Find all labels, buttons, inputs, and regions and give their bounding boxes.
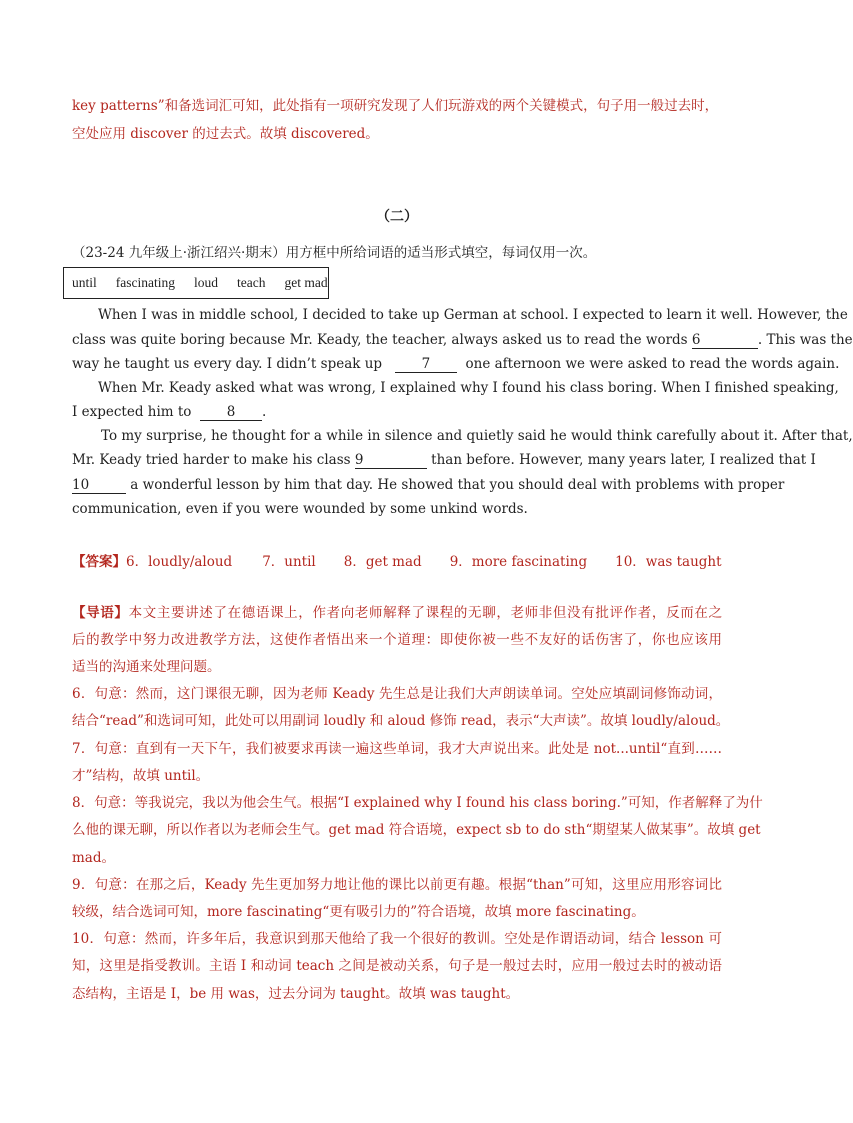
- note-6-line-1: 6．句意：然而，这门课很无聊，因为老师 Keady 先生总是让我们大声朗读单词。空处应填副词修饰动词，: [72, 686, 722, 702]
- guide-line-3: 适当的沟通来处理问题。: [72, 659, 221, 675]
- exercise-instruction: （23-24 九年级上·浙江绍兴·期末）用方框中所给词语的适当形式填空，每词仅用一次。: [72, 245, 597, 261]
- note-9-line-2: 较级，结合选词可知，more fascinating“更有吸引力的”符合语境，故填 more fascinating。: [72, 904, 645, 920]
- note-7-line-1: 7．句意：直到有一天下午，我们被要求再读一遍这些单词，我才大声说出来。此处是 not...until“直到……: [72, 741, 722, 757]
- answer-item: 9．more fascinating: [449, 554, 588, 570]
- answer-label: 【答案】: [72, 554, 126, 570]
- note-6-line-2: 结合“read”和选词可知，此处可以用副词 loudly 和 aloud 修饰 read，表示“大声读”。故填 loudly/aloud。: [72, 713, 730, 729]
- passage-p3-line-2: [72, 452, 816, 469]
- passage-p2-line-2: [72, 404, 722, 421]
- note-8-line-3: mad。: [72, 850, 115, 866]
- passage-text: one afternoon we were asked to read the words again.: [465, 356, 840, 372]
- word-bank-item: until: [72, 275, 97, 290]
- word-bank-box: [63, 267, 329, 299]
- note-10-line-2: 知，这里是指受教训。主语 I 和动词 teach 之间是被动关系，句子是一般过去时，应用一般过去时的被动语: [72, 958, 722, 974]
- passage-p2-line-1: When Mr. Keady asked what was wrong, I explained why I found his class boring. When I finished speaking,: [98, 380, 839, 396]
- word-bank-item: loud: [194, 275, 219, 290]
- passage-p1-line-3: [72, 356, 840, 373]
- guide-line-2: 后的教学中努力改进教学方法，这使作者悟出来一个道理：即使你被一些不友好的话伤害了，你也应该用: [72, 632, 722, 648]
- blank-6: 6: [692, 332, 758, 349]
- top-explanation-line-2: 空处应用 discover 的过去式。故填 discovered。: [72, 126, 379, 142]
- blank-8: 8: [200, 404, 262, 421]
- answer-line: [72, 550, 722, 570]
- passage-p1-line-1: When I was in middle school, I decided to take up German at school. I expected to learn it well. However, the: [98, 307, 848, 323]
- note-9-line-1: 9．句意：在那之后，Keady 先生更加努力地让他的课比以前更有趣。根据“than”可知，这里应用形容词比: [72, 877, 722, 893]
- answer-item: 7．until: [262, 554, 316, 570]
- word-bank-item: teach: [237, 275, 266, 290]
- answer-item: 8．get mad: [343, 554, 422, 570]
- note-8-line-2: 么他的课无聊，所以作者以为老师会生气。get mad 符合语境，expect sb to do sth“期望某人做某事”。故填 get: [72, 822, 761, 838]
- passage-p3-line-1: To my surprise, he thought for a while in silence and quietly said he would think carefully about it. After that,: [101, 428, 853, 444]
- answer-item: 10．was taught: [615, 554, 722, 570]
- passage-p1-line-2: [72, 332, 853, 349]
- passage-text: . This was the: [757, 332, 853, 348]
- section-title: （二）: [376, 209, 418, 225]
- blank-10: 10: [72, 477, 126, 494]
- passage-text: .: [262, 404, 267, 420]
- passage-text: I expected him to: [72, 404, 192, 420]
- passage-p3-line-4: communication, even if you were wounded by some unkind words.: [72, 501, 528, 517]
- word-bank-item: get mad: [284, 275, 328, 290]
- note-8-line-1: 8．句意：等我说完，我以为他会生气。根据“I explained why I found his class boring.”可知，作者解释了为什: [72, 795, 763, 811]
- passage-text: way he taught us every day. I didn’t speak up: [72, 356, 383, 372]
- note-10-line-3: 态结构，主语是 I，be 用 was，过去分词为 taught。故填 was taught。: [72, 986, 520, 1002]
- blank-7: 7: [395, 356, 457, 373]
- top-explanation-line-1: key patterns”和备选词汇可知，此处指有一项研究发现了人们玩游戏的两个关键模式，句子用一般过去时，: [72, 98, 719, 114]
- guide-line-1: [72, 601, 722, 621]
- passage-text: than before. However, many years later, I realized that I: [431, 452, 816, 468]
- passage-text: a wonderful lesson by him that day. He showed that you should deal with problems with proper: [130, 477, 785, 493]
- answer-item: 6．loudly/aloud: [126, 554, 233, 570]
- guide-text: 本文主要讲述了在德语课上，作者向老师解释了课程的无聊，老师非但没有批评作者，反而在之: [128, 605, 722, 621]
- guide-label: 【导语】: [72, 605, 129, 621]
- passage-p3-line-3: [72, 477, 785, 494]
- note-7-line-2: 才”结构，故填 until。: [72, 768, 210, 784]
- blank-9: 9: [355, 452, 427, 469]
- passage-text: Mr. Keady tried harder to make his class: [72, 452, 351, 468]
- note-10-line-1: 10．句意：然而，许多年后，我意识到那天他给了我一个很好的教训。空处是作谓语动词，结合 lesson 可: [72, 931, 722, 947]
- word-bank-item: fascinating: [115, 275, 175, 290]
- passage-text: class was quite boring because Mr. Keady, the teacher, always asked us to read the words: [72, 332, 688, 348]
